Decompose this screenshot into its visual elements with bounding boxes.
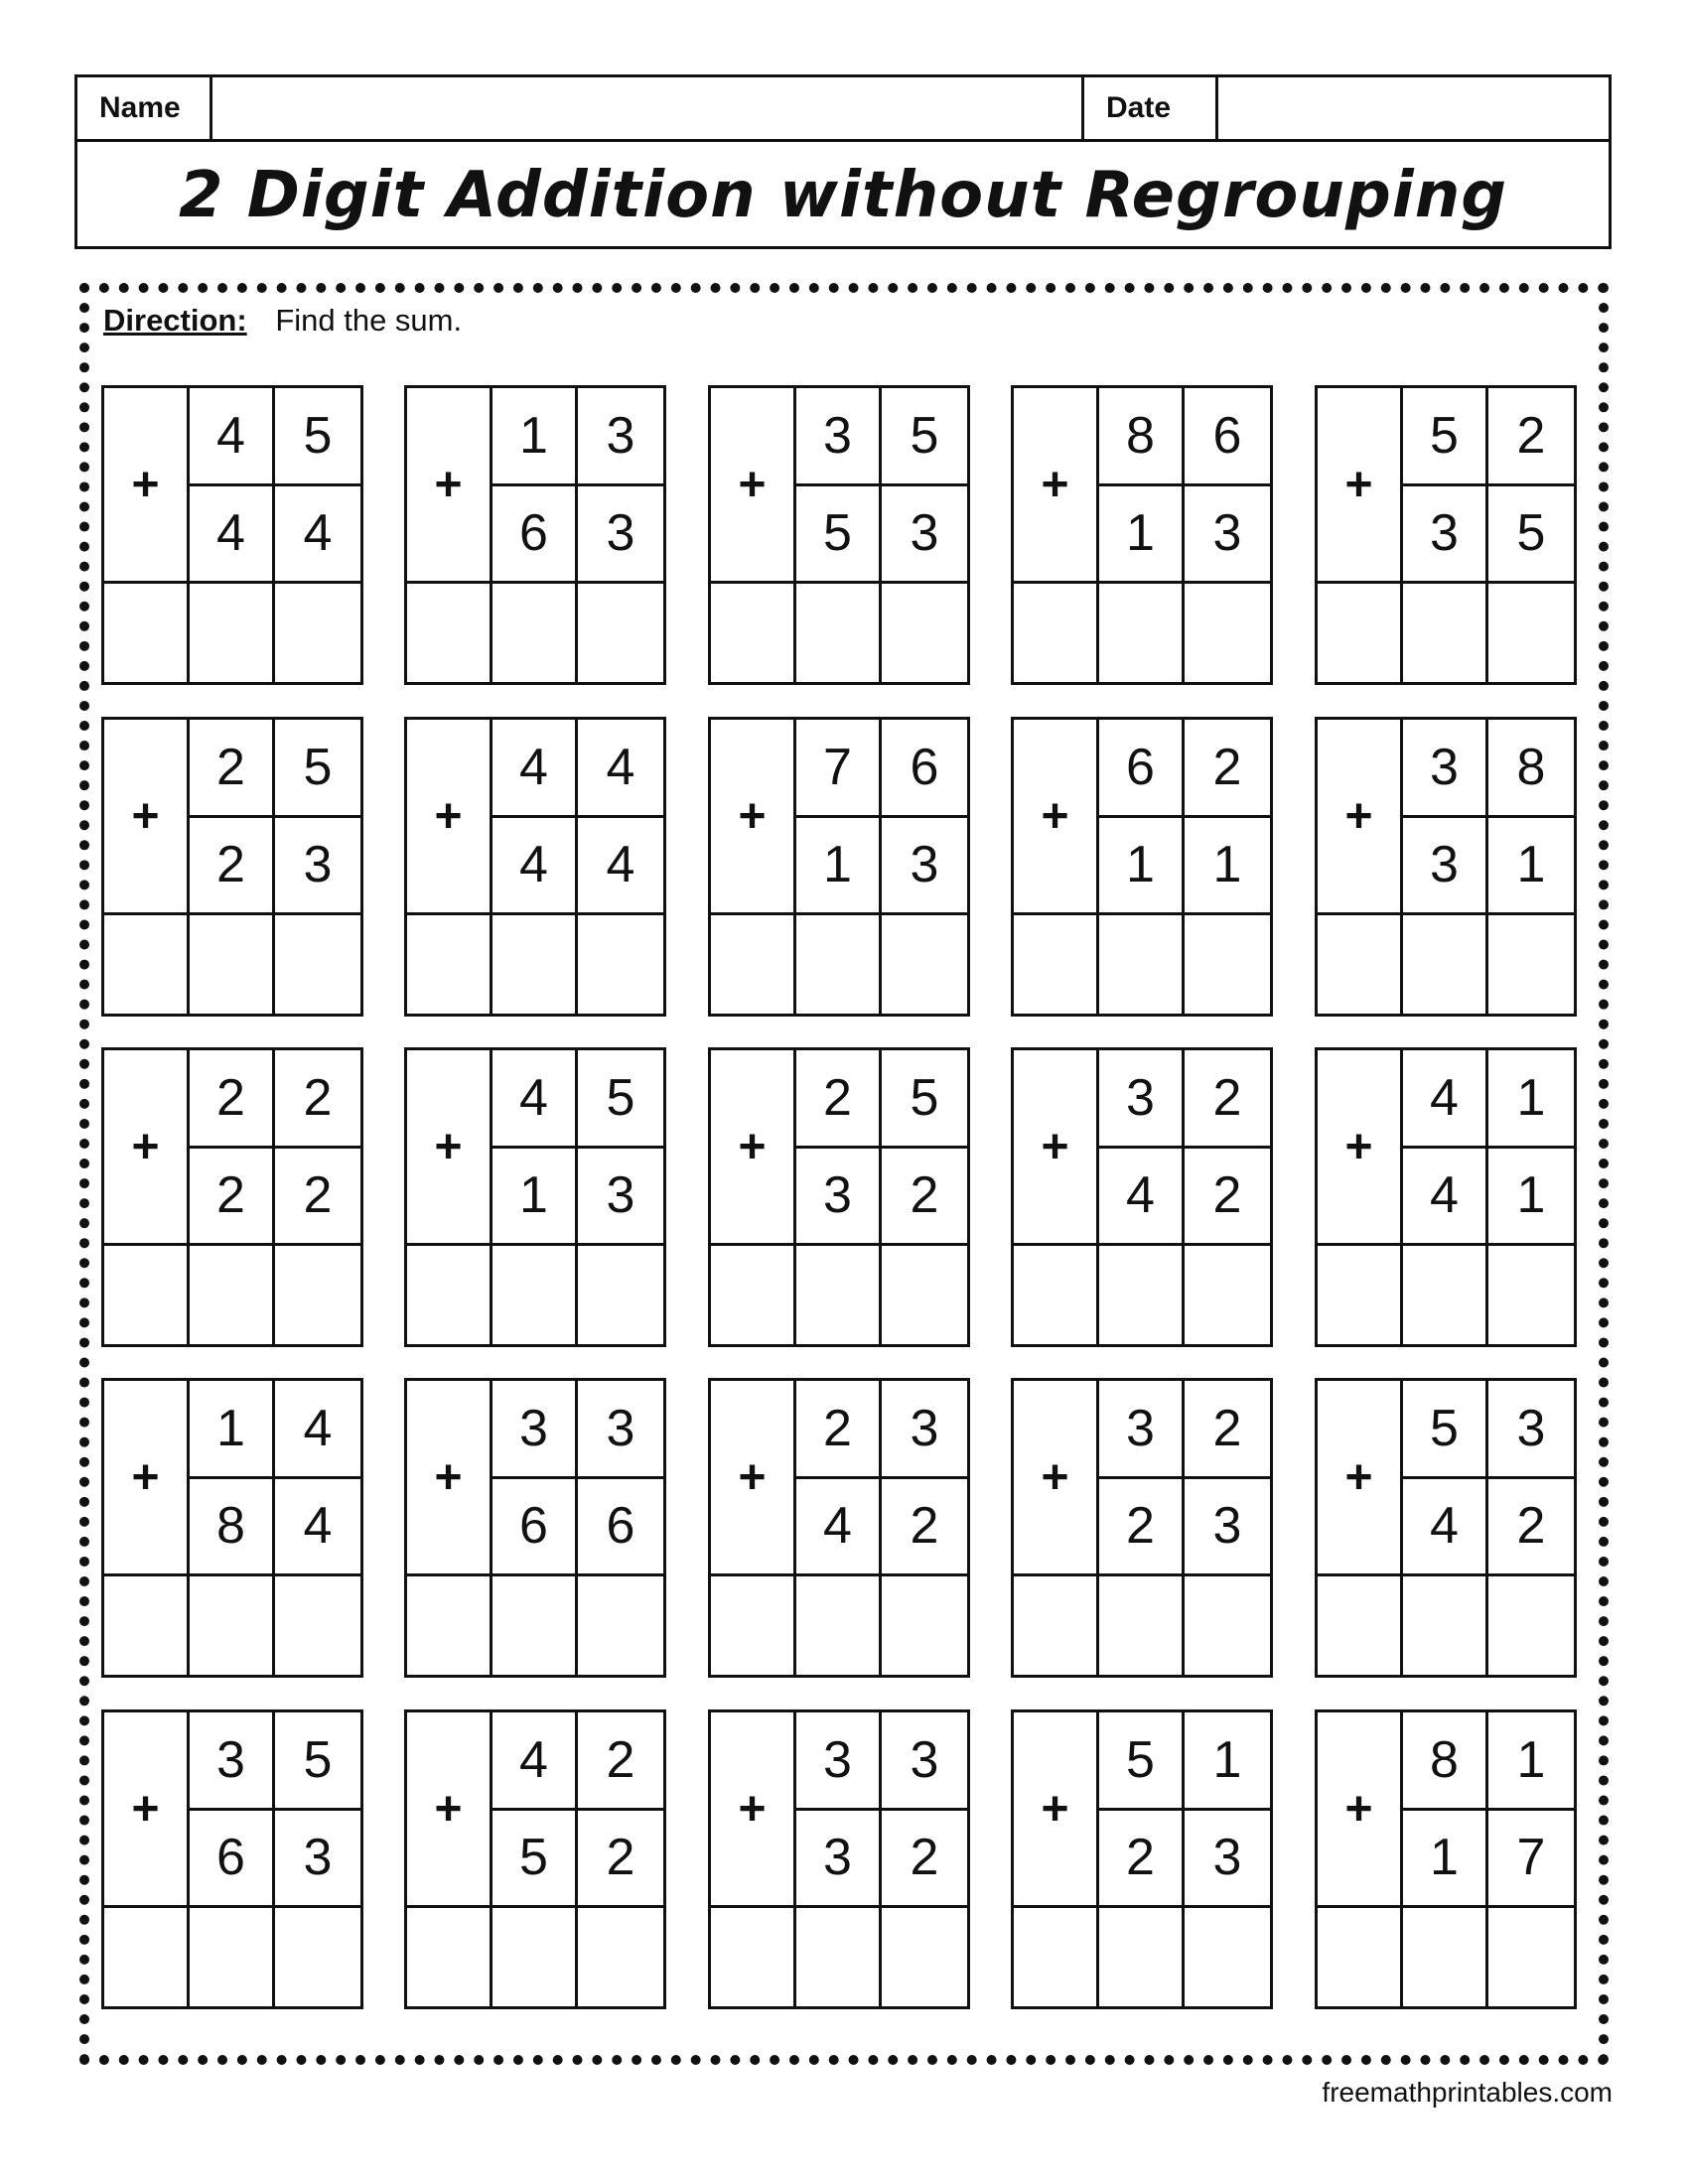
top-tens-digit: 6 bbox=[1099, 720, 1185, 818]
bottom-ones-digit: 1 bbox=[1488, 1149, 1574, 1247]
bottom-ones-digit: 3 bbox=[882, 818, 967, 916]
plus-sign: + bbox=[711, 720, 796, 915]
answer-cell[interactable] bbox=[711, 915, 796, 1014]
top-tens-digit: 2 bbox=[796, 1381, 882, 1479]
top-ones-digit: 1 bbox=[1488, 1050, 1574, 1149]
answer-cell[interactable] bbox=[578, 1576, 663, 1675]
bottom-tens-digit: 4 bbox=[1403, 1479, 1488, 1577]
bottom-tens-digit: 2 bbox=[190, 1149, 275, 1247]
plus-sign: + bbox=[104, 1381, 190, 1576]
top-tens-digit: 4 bbox=[1403, 1050, 1488, 1149]
problem-box bbox=[1315, 1378, 1577, 1678]
answer-cell[interactable] bbox=[1403, 1246, 1488, 1344]
answer-cell[interactable] bbox=[578, 1246, 663, 1344]
answer-cell[interactable] bbox=[1488, 1576, 1574, 1675]
answer-cell[interactable] bbox=[882, 1576, 967, 1675]
plus-sign: + bbox=[1014, 720, 1099, 915]
answer-cell[interactable] bbox=[1185, 1246, 1270, 1344]
problem-box bbox=[1011, 1378, 1273, 1678]
bottom-tens-digit: 4 bbox=[190, 486, 275, 585]
top-tens-digit: 1 bbox=[190, 1381, 275, 1479]
bottom-ones-digit: 3 bbox=[578, 1149, 663, 1247]
problem-box bbox=[708, 1709, 970, 2009]
answer-cell[interactable] bbox=[407, 1576, 492, 1675]
answer-cell[interactable] bbox=[1099, 1908, 1185, 2006]
plus-sign: + bbox=[1014, 1712, 1099, 1908]
answer-cell[interactable] bbox=[1185, 915, 1270, 1014]
plus-sign: + bbox=[407, 1381, 492, 1576]
answer-cell[interactable] bbox=[190, 1576, 275, 1675]
top-tens-digit: 4 bbox=[492, 1050, 578, 1149]
problem-box bbox=[101, 1378, 363, 1678]
bottom-ones-digit: 3 bbox=[275, 1811, 360, 1909]
answer-cell[interactable] bbox=[1014, 915, 1099, 1014]
top-ones-digit: 4 bbox=[275, 1381, 360, 1479]
answer-cell[interactable] bbox=[1403, 584, 1488, 682]
bottom-tens-digit: 1 bbox=[1099, 486, 1185, 585]
problem-box bbox=[1315, 1709, 1577, 2009]
bottom-tens-digit: 2 bbox=[190, 818, 275, 916]
bottom-ones-digit: 3 bbox=[882, 486, 967, 585]
problem-box bbox=[1011, 385, 1273, 685]
bottom-tens-digit: 1 bbox=[1099, 818, 1185, 916]
problem-box bbox=[404, 1378, 666, 1678]
top-ones-digit: 5 bbox=[275, 720, 360, 818]
answer-cell[interactable] bbox=[1318, 1246, 1403, 1344]
problem-box bbox=[1315, 1047, 1577, 1347]
top-ones-digit: 2 bbox=[578, 1712, 663, 1811]
answer-cell[interactable] bbox=[104, 1576, 190, 1675]
top-tens-digit: 3 bbox=[1099, 1381, 1185, 1479]
worksheet-header bbox=[74, 74, 1612, 249]
bottom-ones-digit: 6 bbox=[578, 1479, 663, 1577]
top-ones-digit: 3 bbox=[1488, 1381, 1574, 1479]
top-ones-digit: 2 bbox=[1185, 1381, 1270, 1479]
answer-cell[interactable] bbox=[1318, 1576, 1403, 1675]
plus-sign: + bbox=[407, 388, 492, 584]
top-ones-digit: 8 bbox=[1488, 720, 1574, 818]
plus-sign: + bbox=[1318, 1381, 1403, 1576]
bottom-ones-digit: 5 bbox=[1488, 486, 1574, 585]
bottom-tens-digit: 4 bbox=[1403, 1149, 1488, 1247]
top-ones-digit: 5 bbox=[275, 388, 360, 486]
bottom-tens-digit: 1 bbox=[492, 1149, 578, 1247]
answer-cell[interactable] bbox=[1488, 584, 1574, 682]
top-ones-digit: 3 bbox=[578, 388, 663, 486]
problem-box bbox=[404, 1709, 666, 2009]
top-ones-digit: 5 bbox=[578, 1050, 663, 1149]
answer-cell[interactable] bbox=[882, 1246, 967, 1344]
top-ones-digit: 2 bbox=[1185, 1050, 1270, 1149]
problem-box bbox=[404, 1047, 666, 1347]
answer-cell[interactable] bbox=[1488, 1246, 1574, 1344]
top-ones-digit: 4 bbox=[578, 720, 663, 818]
bottom-ones-digit: 3 bbox=[578, 486, 663, 585]
bottom-ones-digit: 4 bbox=[275, 486, 360, 585]
top-tens-digit: 7 bbox=[796, 720, 882, 818]
plus-sign: + bbox=[104, 1712, 190, 1908]
top-tens-digit: 3 bbox=[796, 388, 882, 486]
bottom-ones-digit: 2 bbox=[275, 1149, 360, 1247]
bottom-tens-digit: 2 bbox=[1099, 1479, 1185, 1577]
answer-cell[interactable] bbox=[104, 1246, 190, 1344]
bottom-tens-digit: 3 bbox=[796, 1811, 882, 1909]
answer-cell[interactable] bbox=[407, 1246, 492, 1344]
answer-cell[interactable] bbox=[492, 584, 578, 682]
answer-cell[interactable] bbox=[104, 915, 190, 1014]
answer-cell[interactable] bbox=[104, 1908, 190, 2006]
direction-text: Find the sum. bbox=[275, 303, 463, 338]
answer-cell[interactable] bbox=[1318, 915, 1403, 1014]
bottom-tens-digit: 6 bbox=[190, 1811, 275, 1909]
answer-cell[interactable] bbox=[275, 1246, 360, 1344]
bottom-tens-digit: 4 bbox=[1099, 1149, 1185, 1247]
problem-box bbox=[1011, 1047, 1273, 1347]
top-tens-digit: 4 bbox=[492, 720, 578, 818]
name-label: Name bbox=[77, 77, 212, 139]
answer-cell[interactable] bbox=[1099, 1246, 1185, 1344]
top-ones-digit: 2 bbox=[1488, 388, 1574, 486]
answer-cell[interactable] bbox=[275, 584, 360, 682]
plus-sign: + bbox=[1318, 720, 1403, 915]
answer-cell[interactable] bbox=[578, 1908, 663, 2006]
top-tens-digit: 5 bbox=[1403, 388, 1488, 486]
top-tens-digit: 3 bbox=[796, 1712, 882, 1811]
answer-cell[interactable] bbox=[104, 584, 190, 682]
answer-cell[interactable] bbox=[711, 1576, 796, 1675]
top-tens-digit: 2 bbox=[190, 1050, 275, 1149]
top-ones-digit: 2 bbox=[1185, 720, 1270, 818]
top-tens-digit: 4 bbox=[492, 1712, 578, 1811]
bottom-tens-digit: 3 bbox=[796, 1149, 882, 1247]
problem-box bbox=[101, 385, 363, 685]
top-ones-digit: 3 bbox=[578, 1381, 663, 1479]
plus-sign: + bbox=[711, 1050, 796, 1246]
answer-cell[interactable] bbox=[190, 915, 275, 1014]
worksheet-title: 2 Digit Addition without Regrouping bbox=[178, 159, 1508, 232]
bottom-tens-digit: 4 bbox=[492, 818, 578, 916]
answer-cell[interactable] bbox=[1099, 915, 1185, 1014]
answer-cell[interactable] bbox=[275, 915, 360, 1014]
plus-sign: + bbox=[1318, 388, 1403, 584]
bottom-ones-digit: 1 bbox=[1185, 818, 1270, 916]
answer-cell[interactable] bbox=[578, 915, 663, 1014]
bottom-ones-digit: 2 bbox=[882, 1149, 967, 1247]
bottom-ones-digit: 2 bbox=[882, 1479, 967, 1577]
problem-box bbox=[708, 1378, 970, 1678]
top-tens-digit: 3 bbox=[1403, 720, 1488, 818]
direction-label: Direction: bbox=[103, 303, 247, 338]
top-ones-digit: 2 bbox=[275, 1050, 360, 1149]
problem-box bbox=[404, 385, 666, 685]
plus-sign: + bbox=[711, 1712, 796, 1908]
name-field[interactable] bbox=[212, 77, 1084, 139]
answer-cell[interactable] bbox=[796, 915, 882, 1014]
answer-cell[interactable] bbox=[492, 1576, 578, 1675]
plus-sign: + bbox=[1318, 1050, 1403, 1246]
answer-cell[interactable] bbox=[190, 1246, 275, 1344]
bottom-ones-digit: 4 bbox=[275, 1479, 360, 1577]
bottom-tens-digit: 2 bbox=[1099, 1811, 1185, 1909]
bottom-tens-digit: 8 bbox=[190, 1479, 275, 1577]
answer-cell[interactable] bbox=[796, 1576, 882, 1675]
bottom-tens-digit: 3 bbox=[1403, 486, 1488, 585]
bottom-ones-digit: 1 bbox=[1488, 818, 1574, 916]
answer-cell[interactable] bbox=[1318, 584, 1403, 682]
answer-cell[interactable] bbox=[1099, 584, 1185, 682]
bottom-ones-digit: 3 bbox=[275, 818, 360, 916]
top-tens-digit: 1 bbox=[492, 388, 578, 486]
plus-sign: + bbox=[1318, 1712, 1403, 1908]
top-tens-digit: 5 bbox=[1403, 1381, 1488, 1479]
footer-site: freemathprintables.com bbox=[1322, 2077, 1613, 2108]
answer-cell[interactable] bbox=[407, 1908, 492, 2006]
top-tens-digit: 2 bbox=[796, 1050, 882, 1149]
bottom-ones-digit: 3 bbox=[1185, 1811, 1270, 1909]
answer-cell[interactable] bbox=[275, 1908, 360, 2006]
bottom-tens-digit: 5 bbox=[492, 1811, 578, 1909]
plus-sign: + bbox=[407, 720, 492, 915]
answer-cell[interactable] bbox=[407, 915, 492, 1014]
answer-cell[interactable] bbox=[275, 1576, 360, 1675]
answer-cell[interactable] bbox=[190, 584, 275, 682]
bottom-ones-digit: 2 bbox=[578, 1811, 663, 1909]
name-date-row bbox=[77, 77, 1609, 142]
top-ones-digit: 1 bbox=[1185, 1712, 1270, 1811]
top-ones-digit: 6 bbox=[1185, 388, 1270, 486]
bottom-tens-digit: 1 bbox=[1403, 1811, 1488, 1909]
top-tens-digit: 3 bbox=[190, 1712, 275, 1811]
answer-cell[interactable] bbox=[1403, 1576, 1488, 1675]
top-ones-digit: 3 bbox=[882, 1712, 967, 1811]
date-field[interactable] bbox=[1218, 77, 1609, 139]
bottom-tens-digit: 3 bbox=[1403, 818, 1488, 916]
top-tens-digit: 8 bbox=[1403, 1712, 1488, 1811]
problem-box bbox=[101, 1709, 363, 2009]
answer-cell[interactable] bbox=[578, 584, 663, 682]
top-ones-digit: 5 bbox=[882, 1050, 967, 1149]
top-ones-digit: 6 bbox=[882, 720, 967, 818]
answer-cell[interactable] bbox=[492, 1908, 578, 2006]
problem-box bbox=[708, 1047, 970, 1347]
bottom-tens-digit: 4 bbox=[796, 1479, 882, 1577]
bottom-ones-digit: 2 bbox=[882, 1811, 967, 1909]
answer-cell[interactable] bbox=[1403, 1908, 1488, 2006]
problem-box bbox=[101, 717, 363, 1017]
top-tens-digit: 2 bbox=[190, 720, 275, 818]
answer-cell[interactable] bbox=[190, 1908, 275, 2006]
problem-box bbox=[1011, 1709, 1273, 2009]
plus-sign: + bbox=[711, 1381, 796, 1576]
date-label: Date bbox=[1084, 77, 1218, 139]
bottom-ones-digit: 3 bbox=[1185, 486, 1270, 585]
top-tens-digit: 3 bbox=[492, 1381, 578, 1479]
answer-cell[interactable] bbox=[796, 584, 882, 682]
bottom-ones-digit: 7 bbox=[1488, 1811, 1574, 1909]
top-tens-digit: 3 bbox=[1099, 1050, 1185, 1149]
answer-cell[interactable] bbox=[882, 915, 967, 1014]
answer-cell[interactable] bbox=[1185, 1576, 1270, 1675]
top-ones-digit: 5 bbox=[275, 1712, 360, 1811]
problem-box bbox=[1315, 385, 1577, 685]
plus-sign: + bbox=[1014, 1381, 1099, 1576]
answer-cell[interactable] bbox=[882, 584, 967, 682]
plus-sign: + bbox=[407, 1050, 492, 1246]
answer-cell[interactable] bbox=[711, 584, 796, 682]
bottom-ones-digit: 2 bbox=[1185, 1149, 1270, 1247]
top-ones-digit: 5 bbox=[882, 388, 967, 486]
problem-box bbox=[1315, 717, 1577, 1017]
answer-cell[interactable] bbox=[796, 1246, 882, 1344]
bottom-ones-digit: 3 bbox=[1185, 1479, 1270, 1577]
plus-sign: + bbox=[1014, 388, 1099, 584]
answer-cell[interactable] bbox=[407, 584, 492, 682]
bottom-tens-digit: 6 bbox=[492, 1479, 578, 1577]
answer-cell[interactable] bbox=[492, 915, 578, 1014]
answer-cell[interactable] bbox=[492, 1246, 578, 1344]
top-tens-digit: 8 bbox=[1099, 388, 1185, 486]
answer-cell[interactable] bbox=[882, 1908, 967, 2006]
answer-cell[interactable] bbox=[711, 1908, 796, 2006]
problem-box bbox=[1011, 717, 1273, 1017]
direction bbox=[103, 303, 462, 339]
bottom-tens-digit: 6 bbox=[492, 486, 578, 585]
plus-sign: + bbox=[104, 720, 190, 915]
bottom-ones-digit: 2 bbox=[1488, 1479, 1574, 1577]
top-ones-digit: 1 bbox=[1488, 1712, 1574, 1811]
problem-box bbox=[404, 717, 666, 1017]
plus-sign: + bbox=[711, 388, 796, 584]
plus-sign: + bbox=[407, 1712, 492, 1908]
answer-cell[interactable] bbox=[711, 1246, 796, 1344]
plus-sign: + bbox=[1014, 1050, 1099, 1246]
answer-cell[interactable] bbox=[796, 1908, 882, 2006]
answer-cell[interactable] bbox=[1185, 1908, 1270, 2006]
answer-cell[interactable] bbox=[1403, 915, 1488, 1014]
bottom-ones-digit: 4 bbox=[578, 818, 663, 916]
answer-cell[interactable] bbox=[1014, 1576, 1099, 1675]
problem-box bbox=[708, 717, 970, 1017]
answer-cell[interactable] bbox=[1185, 584, 1270, 682]
answer-cell[interactable] bbox=[1318, 1908, 1403, 2006]
answer-cell[interactable] bbox=[1014, 1908, 1099, 2006]
problem-box bbox=[708, 385, 970, 685]
plus-sign: + bbox=[104, 388, 190, 584]
plus-sign: + bbox=[104, 1050, 190, 1246]
bottom-tens-digit: 5 bbox=[796, 486, 882, 585]
top-tens-digit: 4 bbox=[190, 388, 275, 486]
top-tens-digit: 5 bbox=[1099, 1712, 1185, 1811]
top-ones-digit: 3 bbox=[882, 1381, 967, 1479]
answer-cell[interactable] bbox=[1014, 584, 1099, 682]
answer-cell[interactable] bbox=[1099, 1576, 1185, 1675]
bottom-tens-digit: 1 bbox=[796, 818, 882, 916]
answer-cell[interactable] bbox=[1488, 1908, 1574, 2006]
answer-cell[interactable] bbox=[1014, 1246, 1099, 1344]
answer-cell[interactable] bbox=[1488, 915, 1574, 1014]
problem-box bbox=[101, 1047, 363, 1347]
